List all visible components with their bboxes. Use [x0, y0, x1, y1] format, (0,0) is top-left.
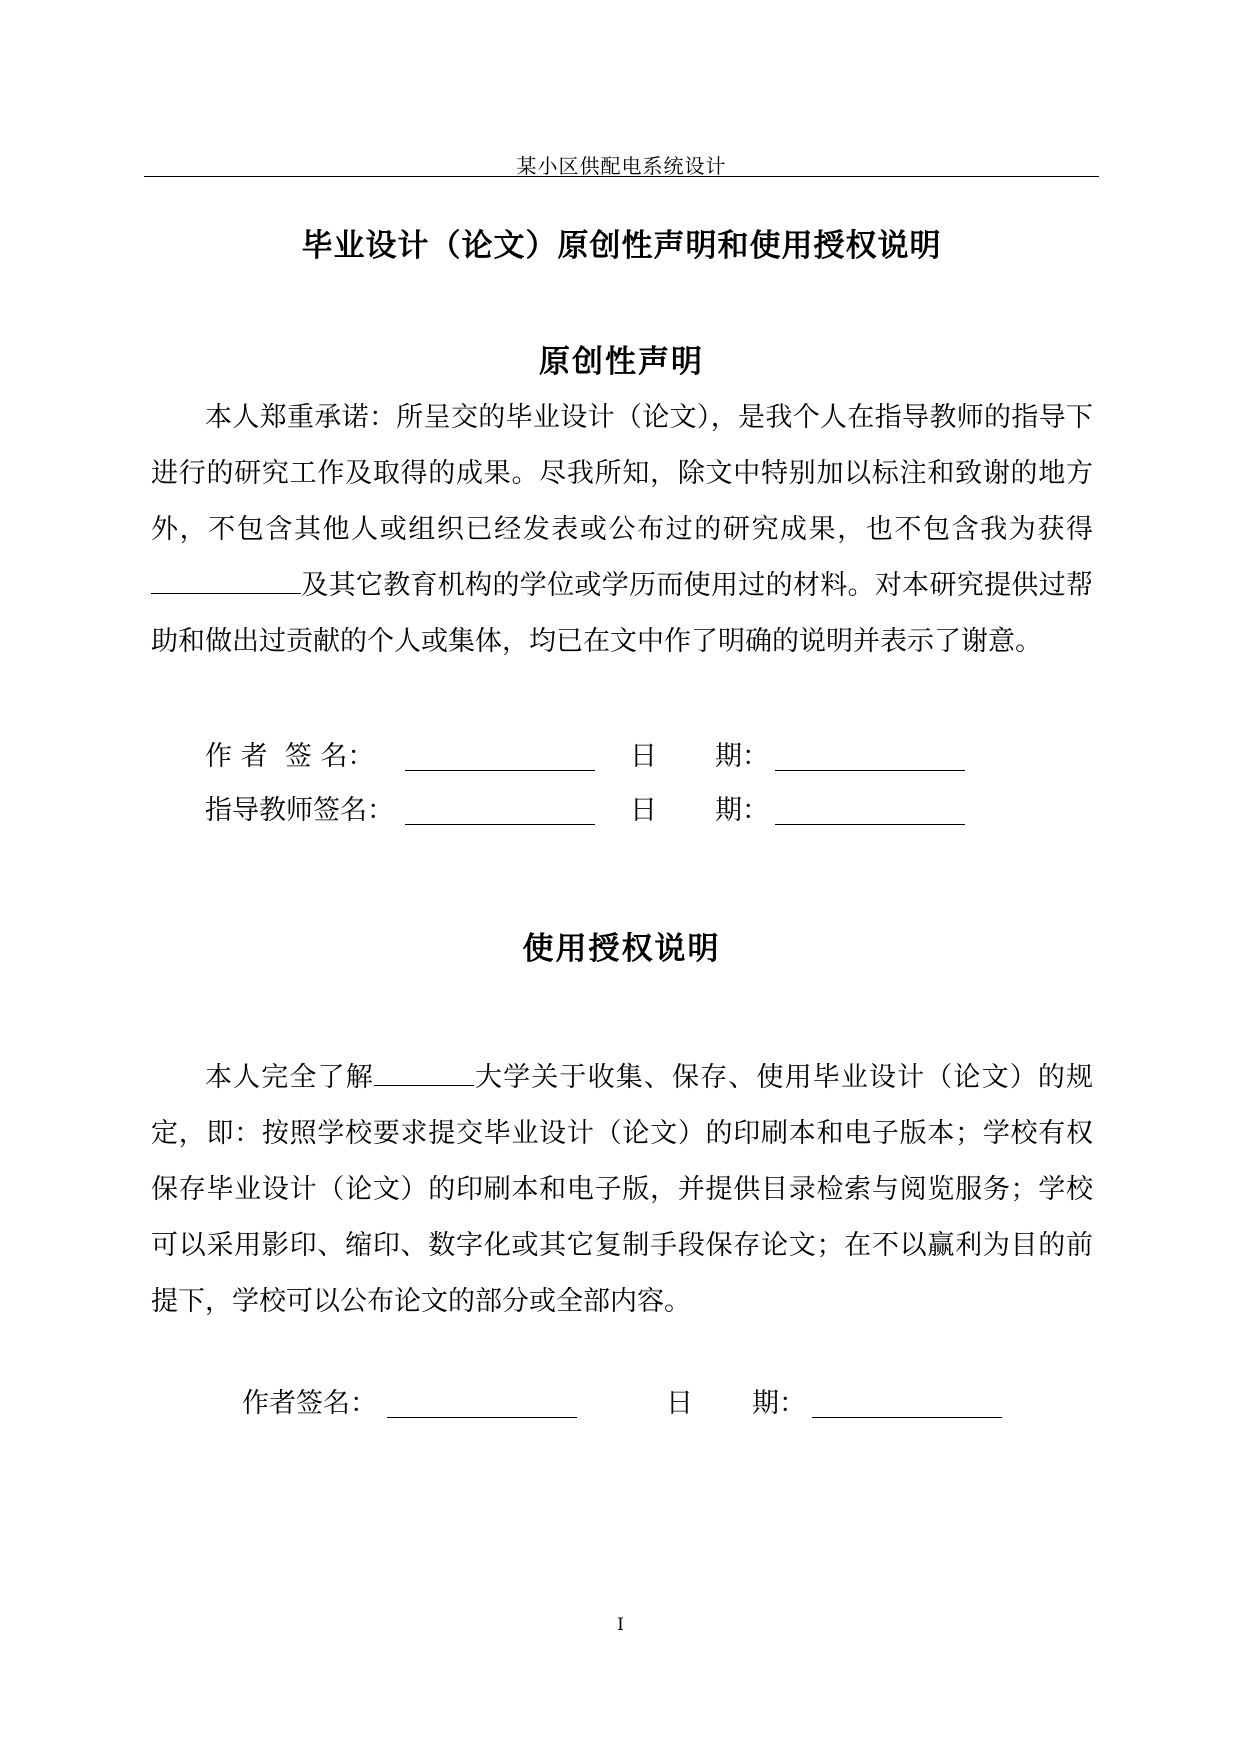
date-label-char1: 日: [666, 1388, 693, 1419]
originality-paragraph: [151, 390, 1093, 670]
degree-blank: [151, 565, 301, 594]
running-header: 某小区供配电系统设计: [516, 154, 727, 178]
header-rule: [144, 176, 1099, 177]
author-signature-label: 作 者 签 名：: [205, 741, 375, 772]
authorization-signature-row: [242, 1384, 1002, 1424]
advisor-signature-label: 指导教师签名：: [205, 795, 394, 826]
advisor-date-line: [775, 791, 965, 825]
authorization-text-part1: 本人完全了解: [205, 1062, 374, 1093]
author-signature-line: [405, 737, 595, 771]
date-label-char2: 期：: [715, 795, 769, 826]
author-signature-label: 作者签名：: [242, 1388, 377, 1419]
authorization-text-part2: 大学关于收集、保存、使用毕业设计（论文）的规定，即：按照学校要求提交毕业设计（论文）的印刷本和电子版本；学校有权保存毕业设计（论文）的印刷本和电子版，并提供目录检索与阅览服务；学校可以采用影印、缩印、数字化或其它复制手段保存论文；在不以赢利为目的前提下，学校可以公布论文的部分或全部内容。: [151, 1062, 1094, 1317]
document-title: 毕业设计（论文）原创性声明和使用授权说明: [301, 228, 942, 264]
authorization-heading: 使用授权说明: [522, 931, 721, 967]
authorization-paragraph: [151, 1050, 1093, 1330]
date-label-char2: 期：: [715, 741, 769, 772]
author-signature-row: [205, 737, 965, 777]
page-number: I: [617, 1615, 624, 1635]
originality-text-part2: 及其它教育机构的学位或学历而使用过的材料。对本研究提供过帮助和做出过贡献的个人或集体，均已在文中作了明确的说明并表示了谢意。: [151, 570, 1093, 657]
originality-text-part1: 本人郑重承诺：所呈交的毕业设计（论文），是我个人在指导教师的指导下进行的研究工作及取得的成果。尽我所知，除文中特别加以标注和致谢的地方外，不包含其他人或组织已经发表或公布过的研究成果，也不包含我为获得: [151, 402, 1093, 545]
author-signature-line: [387, 1384, 577, 1418]
date-label-char1: 日: [630, 795, 657, 826]
advisor-signature-row: [205, 791, 965, 831]
date-label-char1: 日: [630, 741, 657, 772]
date-label-char2: 期：: [752, 1388, 806, 1419]
advisor-signature-line: [405, 791, 595, 825]
author-date-line: [775, 737, 965, 771]
author-date-line: [812, 1384, 1002, 1418]
originality-heading: 原创性声明: [539, 344, 704, 380]
university-blank: [374, 1057, 474, 1086]
